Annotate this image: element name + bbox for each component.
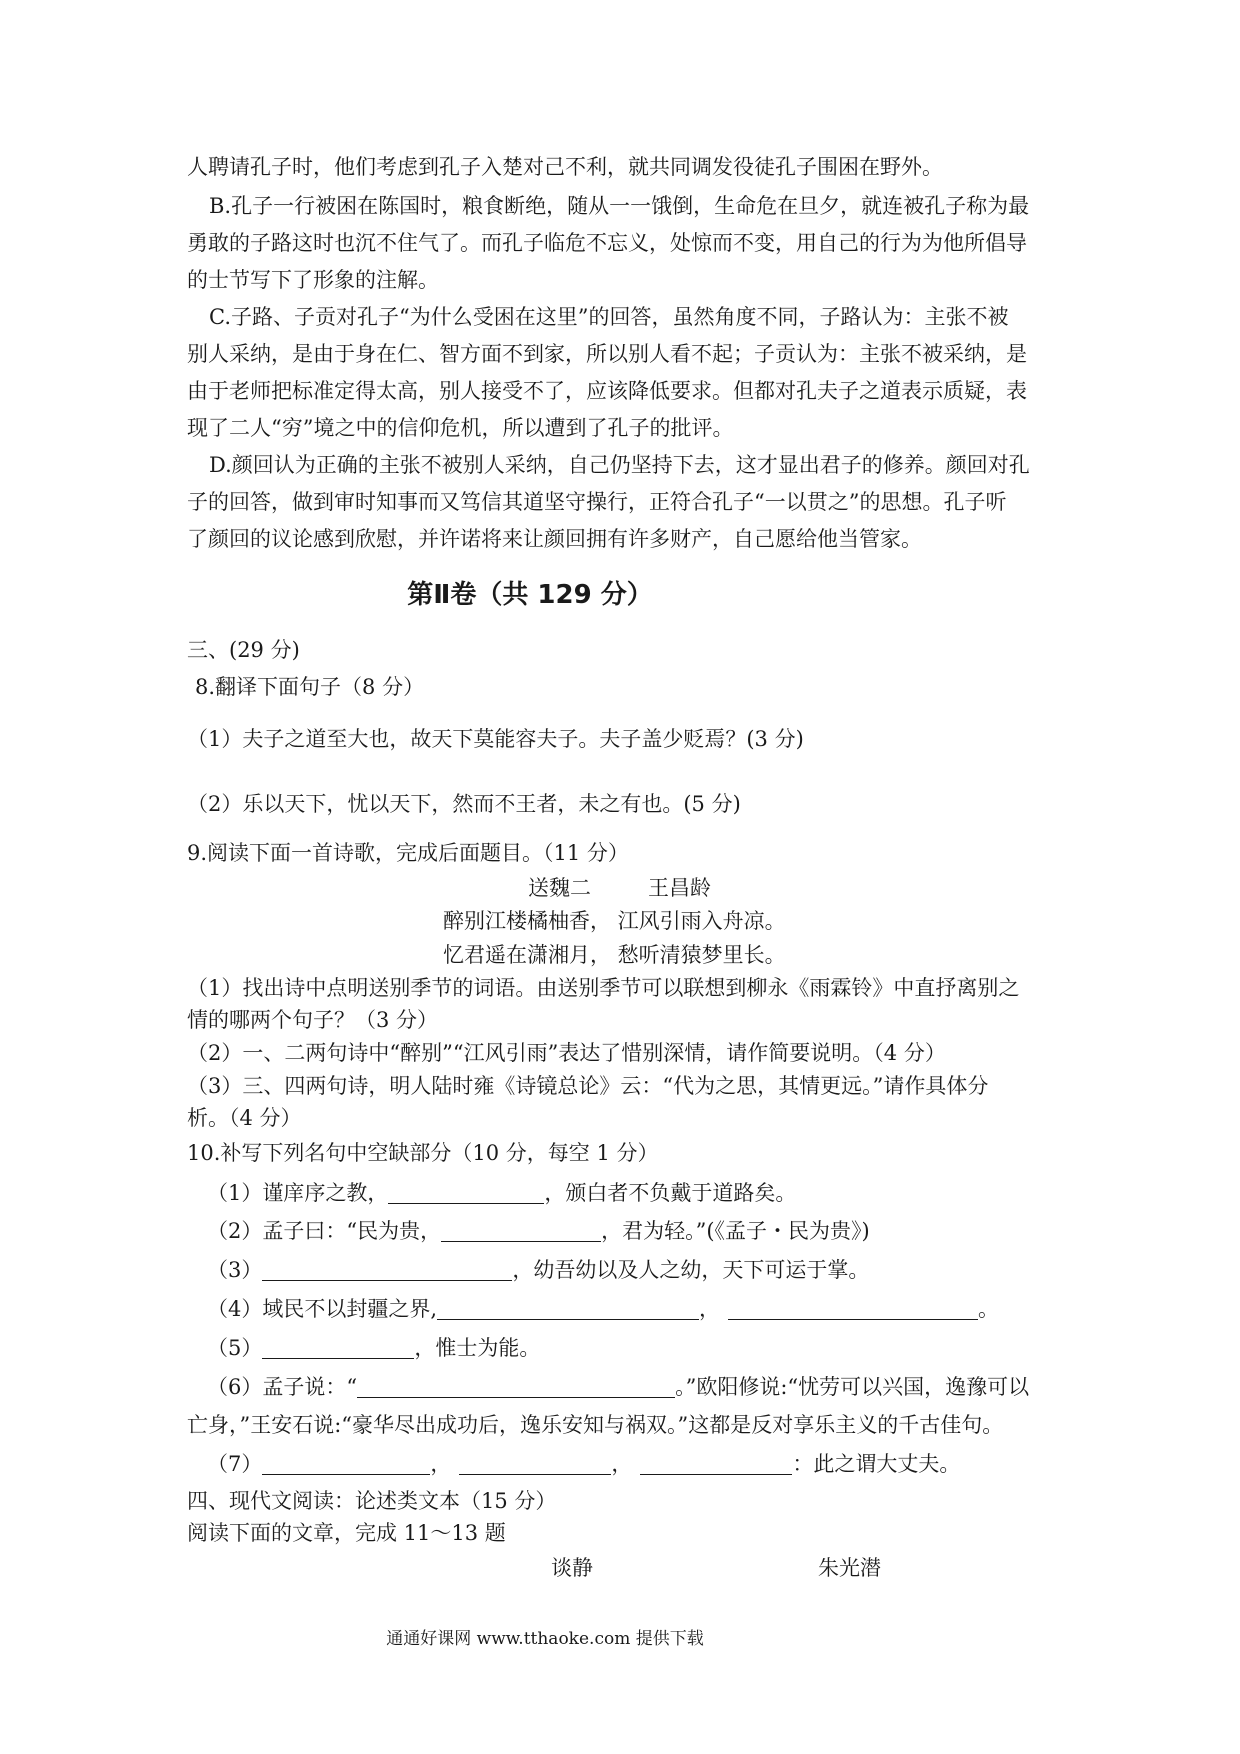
fill-item-4 (207, 1294, 999, 1324)
answer-blank[interactable] (357, 1375, 675, 1398)
poem-line: 忆君遥在潇湘月， 愁听清猿梦里长。 (443, 943, 786, 967)
q10-title: 10.补写下列名句中空缺部分（10 分，每空 1 分） (187, 1141, 659, 1165)
fill-text: ， (699, 1297, 721, 1321)
fill-text: ，幼吾幼以及人之幼，天下可运于掌。 (512, 1258, 870, 1282)
fill-text: ， (430, 1452, 452, 1476)
answer-blank[interactable] (459, 1452, 611, 1475)
option-b-line: B.孔子一行被困在陈国时，粮食断绝，随从一一饿倒，生命危在旦夕，就连被孔子称为最 (209, 194, 1030, 218)
fill-text: ：此之谓大丈夫。 (792, 1452, 961, 1476)
option-d-line: 子的回答，做到审时知事而又笃信其道坚守操行，正符合孔子“一以贯之”的思想。孔子听 (187, 490, 1007, 514)
section-4-heading: 四、现代文阅读：论述类文本（15 分） (187, 1489, 557, 1513)
page-footer: 通通好课网 www.tthaoke.com 提供下载 (386, 1629, 704, 1649)
answer-blank[interactable] (728, 1297, 978, 1320)
q9-sub-1: 情的哪两个句子？（3 分） (187, 1008, 439, 1032)
option-d-line: 了颜回的议论感到欣慰，并许诺将来让颜回拥有许多财产，自己愿给他当管家。 (187, 527, 922, 551)
section-3-heading: 三、(29 分) (187, 638, 300, 662)
fill-item-5 (207, 1333, 540, 1363)
fill-text: （6）孟子说：“ (207, 1375, 358, 1399)
poem-title: 送魏二 (528, 876, 591, 900)
option-b-line: 勇敢的子路这时也沉不住气了。而孔子临危不忘义，处惊而不变，用自己的行为为他所倡导 (187, 231, 1027, 255)
fill-text: ， (611, 1452, 633, 1476)
fill-text: （7） (207, 1452, 263, 1476)
option-c-line: 现了二人“穷”境之中的信仰危机，所以遭到了孔子的批评。 (187, 416, 734, 440)
q9-sub-3: 析。（4 分） (187, 1106, 302, 1130)
q8-sentence-2: （2）乐以天下，忧以天下，然而不王者，未之有也。(5 分) (187, 792, 741, 816)
q8-title: 8.翻译下面句子（8 分） (195, 675, 425, 699)
fill-item-1 (207, 1178, 796, 1208)
q9-sub-3: （3）三、四两句诗，明人陆时雍《诗镜总论》云：“代为之思，其情更远。”请作具体分 (187, 1074, 989, 1098)
fill-text: ，君为轻。”(《孟子・民为贵》) (601, 1219, 870, 1243)
fill-text: （4）域民不以封疆之界, (207, 1297, 438, 1321)
fill-item-6 (207, 1372, 1029, 1402)
answer-blank[interactable] (437, 1297, 699, 1320)
fill-item-6-line-2: 亡身，”王安石说:“豪华尽出成功后，逸乐安知与祸双。”这都是反对享乐主义的千古佳句。 (187, 1413, 1004, 1437)
answer-blank[interactable] (640, 1452, 792, 1475)
fill-text: （5） (207, 1336, 263, 1360)
q8-sentence-1: （1）夫子之道至大也，故天下莫能容夫子。夫子盖少贬焉？(3 分) (187, 727, 804, 751)
answer-blank[interactable] (262, 1452, 430, 1475)
part2-title: 第Ⅱ卷（共 129 分） (407, 580, 653, 610)
fill-text: （1）谨庠序之教， (207, 1181, 389, 1205)
fill-text: ，颁白者不负戴于道路矣。 (544, 1181, 797, 1205)
text-line: 人聘请孔子时，他们考虑到孔子入楚对己不利，就共同调发役徒孔子围困在野外。 (187, 155, 943, 179)
fill-text: （2）孟子曰：“民为贵， (207, 1219, 442, 1243)
q9-sub-1: （1）找出诗中点明送别季节的词语。由送别季节可以联想到柳永《雨霖铃》中直抒离别之 (187, 976, 1020, 1000)
fill-text: 。 (978, 1297, 1000, 1321)
essay-author: 朱光潜 (818, 1556, 881, 1580)
option-c-line: C.子路、子贡对孔子“为什么受困在这里”的回答，虽然角度不同，子路认为：主张不被 (209, 305, 1009, 329)
fill-text: ，惟士为能。 (414, 1336, 541, 1360)
answer-blank[interactable] (262, 1258, 512, 1281)
essay-title: 谈静 (551, 1556, 593, 1580)
option-c-line: 由于老师把标准定得太高，别人接受不了，应该降低要求。但都对孔夫子之道表示质疑，表 (187, 379, 1027, 403)
reading-intro: 阅读下面的文章，完成 11～13 题 (187, 1521, 506, 1545)
answer-blank[interactable] (262, 1336, 414, 1359)
q9-sub-2: （2）一、二两句诗中“醉别”“江风引雨”表达了惜别深情，请作简要说明。（4 分） (187, 1041, 946, 1065)
poem-author: 王昌龄 (648, 876, 711, 900)
q9-title: 9.阅读下面一首诗歌，完成后面题目。（11 分） (187, 841, 629, 865)
fill-item-2 (207, 1216, 870, 1246)
fill-item-3 (207, 1255, 869, 1285)
answer-blank[interactable] (388, 1181, 544, 1204)
fill-item-7 (207, 1449, 960, 1479)
fill-text: 。”欧阳修说:“忧劳可以兴国，逸豫可以 (675, 1375, 1030, 1399)
option-b-line: 的士节写下了形象的注解。 (187, 268, 439, 292)
answer-blank[interactable] (441, 1219, 601, 1242)
option-c-line: 别人采纳，是由于身在仁、智方面不到家，所以别人看不起；子贡认为：主张不被采纳，是 (187, 342, 1027, 366)
fill-text: （3） (207, 1258, 263, 1282)
poem-line: 醉别江楼橘柚香， 江风引雨入舟凉。 (443, 909, 786, 933)
option-d-line: D.颜回认为正确的主张不被别人采纳，自己仍坚持下去，这才显出君子的修养。颜回对孔 (209, 453, 1030, 477)
